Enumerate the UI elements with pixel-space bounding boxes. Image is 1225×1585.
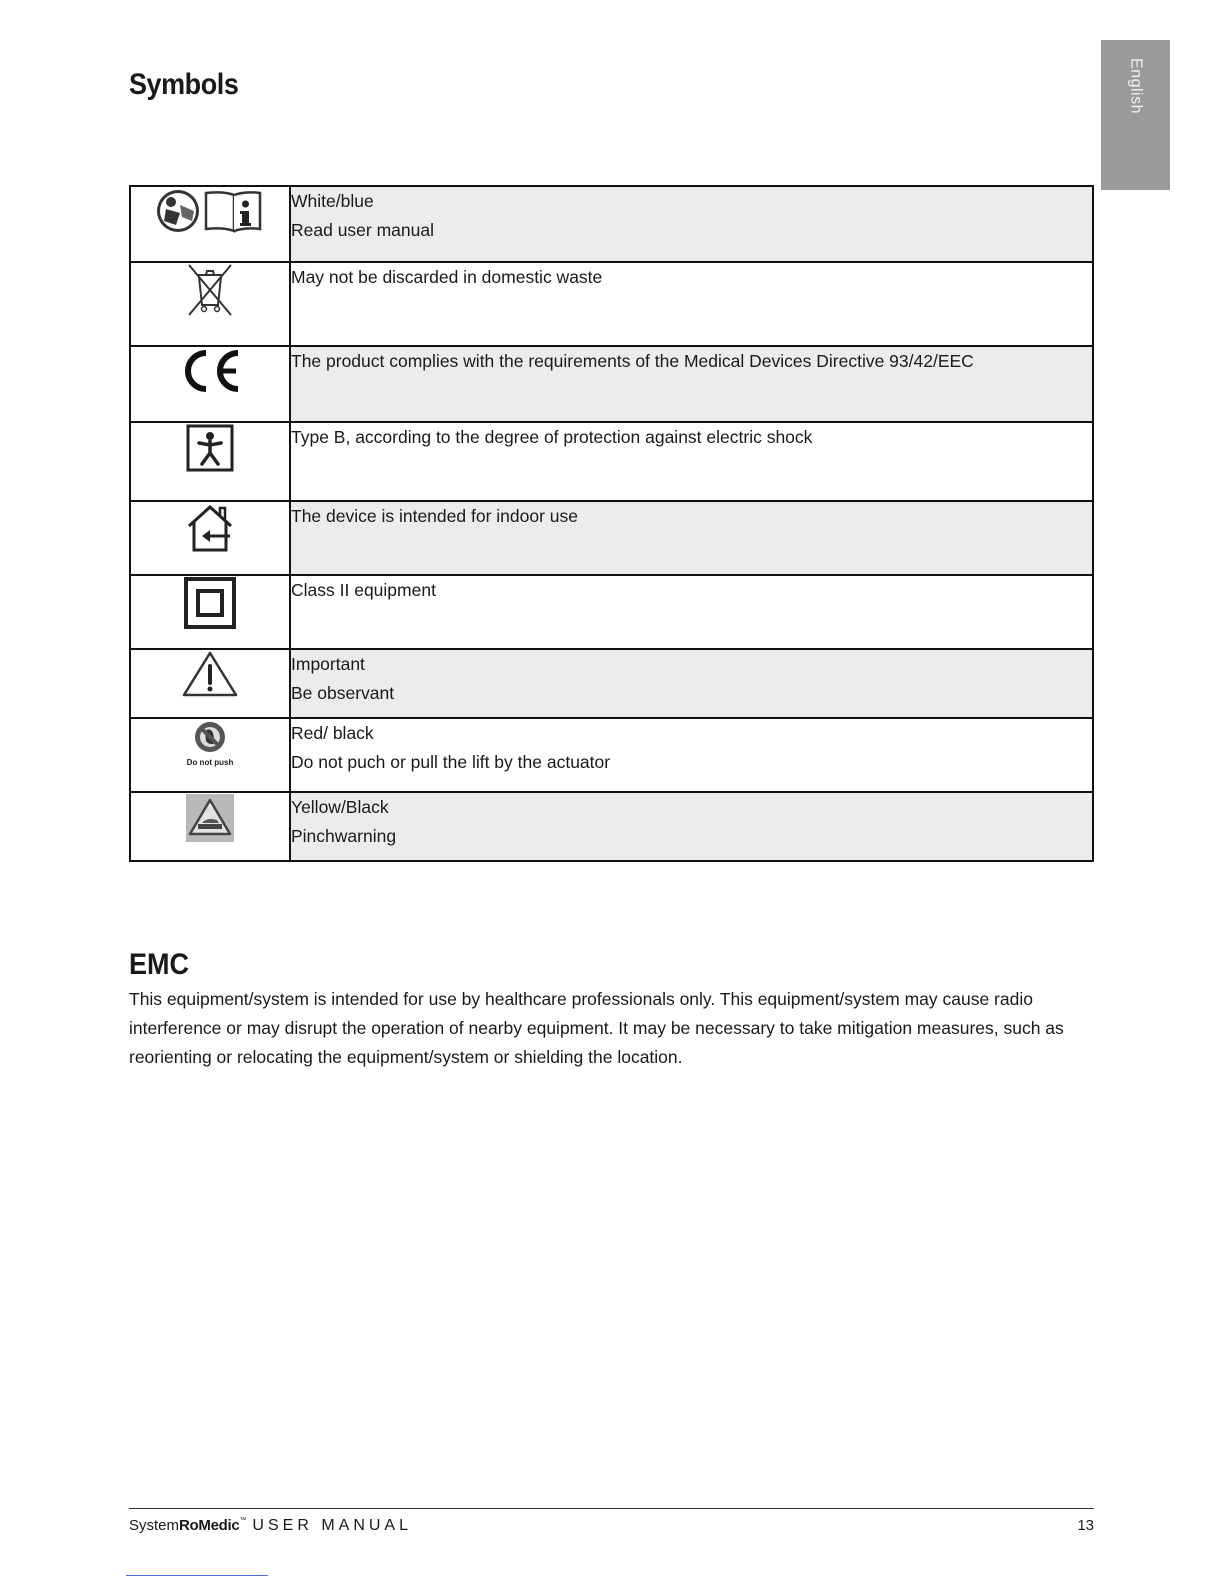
symbol-cell	[130, 501, 290, 575]
symbol-description	[290, 575, 1093, 649]
footer-divider	[129, 1508, 1094, 1509]
emc-paragraph: This equipment/system is intended for use by healthcare professionals only. This equipment/system may cause radio interference or may disrupt the operation of nearby equipment. It may be necessary to take mitigation measures, such as reorienting or relocating the equipment/system or shielding the location.	[129, 989, 1064, 1067]
symbol-description	[290, 792, 1093, 861]
symbols-table	[129, 185, 1094, 862]
table-row	[130, 575, 1093, 649]
footer-brand-name: RoMedic	[179, 1517, 240, 1534]
do-not-push-caption: Do not push	[186, 758, 234, 767]
symbol-line: Red/ black	[291, 723, 374, 743]
language-tab-label: English	[1127, 58, 1145, 114]
table-row	[130, 718, 1093, 792]
symbol-line: Be observant	[291, 683, 395, 703]
table-row	[130, 262, 1093, 346]
language-tab	[1101, 40, 1170, 190]
symbol-line: Class II equipment	[291, 580, 436, 600]
symbol-line: Type B, according to the degree of protection against electric shock	[291, 427, 813, 447]
type-b-icon	[185, 423, 235, 473]
table-row	[130, 501, 1093, 575]
symbol-cell	[130, 575, 290, 649]
table-row	[130, 422, 1093, 501]
symbol-cell	[130, 262, 290, 346]
symbol-description	[290, 422, 1093, 501]
crossed-bin-icon	[185, 263, 235, 319]
symbol-line: Pinchwarning	[291, 826, 397, 846]
symbol-line: The product complies with the requirements of the Medical Devices Directive 93/42/EEC	[291, 351, 974, 371]
symbol-line: Important	[291, 654, 365, 674]
symbol-cell	[130, 792, 290, 861]
ce-mark-icon	[178, 347, 242, 395]
table-row	[130, 346, 1093, 422]
read-manual-icon	[156, 187, 264, 235]
symbol-description	[290, 346, 1093, 422]
table-row	[130, 649, 1093, 718]
class-ii-icon	[183, 576, 237, 630]
emc-heading: EMC	[129, 948, 190, 981]
symbol-line: Do not puch or pull the lift by the actuator	[291, 752, 611, 772]
table-row	[130, 792, 1093, 861]
footer-system: System	[129, 1517, 180, 1534]
symbol-description	[290, 649, 1093, 718]
symbols-heading: Symbols	[129, 68, 239, 101]
symbol-description	[290, 718, 1093, 792]
symbol-line: The device is intended for indoor use	[291, 506, 578, 526]
table-row	[130, 186, 1093, 262]
footer-manual-label: USER MANUAL	[252, 1517, 412, 1534]
page-number: 13	[1077, 1517, 1094, 1534]
pinch-warning-icon	[185, 793, 235, 843]
symbol-cell	[130, 718, 290, 792]
symbol-cell	[130, 186, 290, 262]
symbol-line: White/blue	[291, 191, 374, 211]
warning-triangle-icon	[182, 650, 238, 698]
symbol-cell	[130, 649, 290, 718]
do-not-push-icon	[182, 719, 238, 769]
footer-trademark: ™	[239, 1517, 247, 1524]
symbol-cell	[130, 346, 290, 422]
symbol-line: Yellow/Black	[291, 797, 389, 817]
bottom-link-underline	[126, 1575, 268, 1576]
symbol-description	[290, 501, 1093, 575]
footer-brand	[129, 1517, 412, 1535]
symbol-line: May not be discarded in domestic waste	[291, 267, 603, 287]
symbol-line: Read user manual	[291, 220, 434, 240]
symbol-description	[290, 186, 1093, 262]
symbol-description	[290, 262, 1093, 346]
indoor-use-icon	[184, 502, 236, 554]
symbol-cell	[130, 422, 290, 501]
